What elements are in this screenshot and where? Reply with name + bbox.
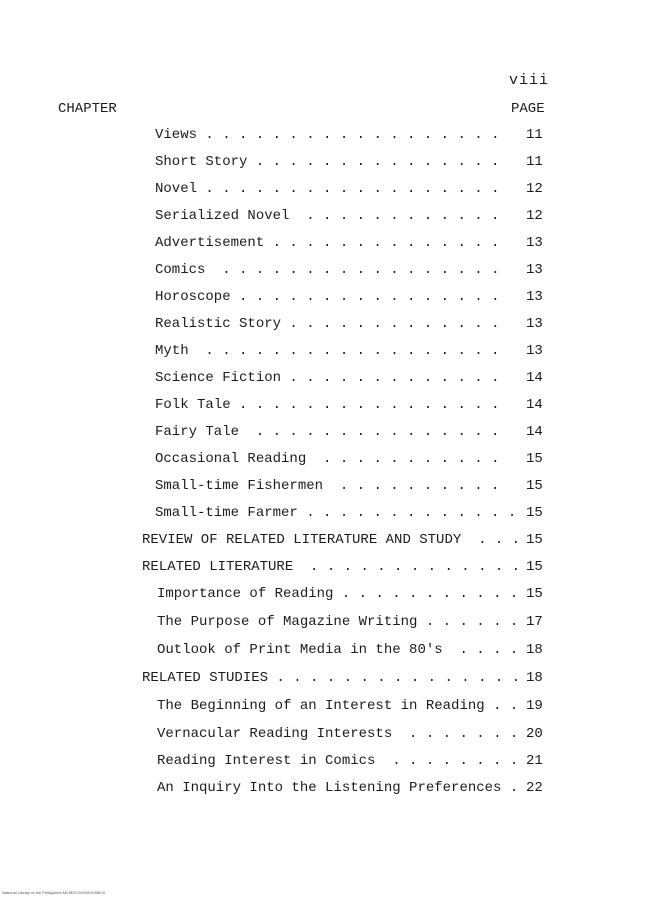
toc-leader-dots: . . . . . . . . . . . . . [281, 370, 500, 386]
toc-entry-title: Outlook of Print Media in the 80's [157, 642, 443, 658]
toc-entry-title: REVIEW OF RELATED LITERATURE AND STUDY [142, 532, 462, 548]
toc-entry [155, 370, 499, 386]
toc-page-number: 19 [526, 698, 543, 714]
toc-page-number: 15 [526, 532, 543, 548]
toc-entry [157, 586, 518, 602]
toc-page-number: 14 [526, 397, 543, 413]
toc-leader-dots: . . . . . . . . . . . . . . . [268, 670, 521, 686]
toc-leader-dots: . . . [461, 532, 521, 548]
toc-entry-title: RELATED LITERATURE [142, 559, 294, 575]
page-number: viii [509, 72, 550, 89]
toc-page-number: 13 [526, 316, 543, 332]
toc-entry-title: Small-time Farmer [155, 505, 298, 521]
toc-entry-title: Science Fiction [155, 370, 282, 386]
toc-leader-dots: . . . . . . . . . . . . . . . . . . [197, 127, 500, 143]
toc-leader-dots: . . . . . . . . . . . [333, 586, 519, 602]
toc-entry [157, 614, 518, 630]
toc-page-number: 15 [526, 505, 543, 521]
toc-entry-title: Realistic Story [155, 316, 282, 332]
toc-page-number: 14 [526, 370, 543, 386]
toc-leader-dots: . . . . . . . [392, 726, 519, 742]
toc-leader-dots: . . . . . . . . [375, 753, 519, 769]
toc-page-number: 12 [526, 208, 543, 224]
toc-entry-title: Comics [155, 262, 206, 278]
scan-footer: National Library of the Philippines MCMXCI1993010960 iii [2, 890, 105, 895]
toc-entry [155, 451, 499, 467]
toc-entry [157, 642, 518, 658]
toc-entry [155, 343, 499, 359]
toc-page-number: 15 [526, 451, 543, 467]
toc-entry-title: Novel [155, 181, 198, 197]
toc-entry-title: An Inquiry Into the Listening Preferences [157, 780, 502, 796]
toc-entry [155, 127, 499, 143]
toc-entry-title: Occasional Reading [155, 451, 307, 467]
toc-leader-dots: . . . . . . . . . . [323, 478, 500, 494]
toc-entry [155, 235, 499, 251]
toc-page-number: 15 [526, 586, 543, 602]
toc-entry [155, 424, 499, 440]
toc-leader-dots: . . . . . . . . . . . . . . [264, 235, 500, 251]
toc-page-number: 20 [526, 726, 543, 742]
toc-leader-dots: . . . . . . . . . . . . . [281, 316, 500, 332]
toc-page-number: 18 [526, 670, 543, 686]
toc-entry [155, 289, 499, 305]
toc-page-number: 15 [526, 559, 543, 575]
toc-entry [155, 262, 499, 278]
toc-entry-title: Importance of Reading [157, 586, 334, 602]
toc-entry [155, 505, 516, 521]
toc-section-heading [142, 670, 520, 686]
toc-leader-dots: . . [484, 698, 519, 714]
toc-entry-title: The Beginning of an Interest in Reading [157, 698, 485, 714]
toc-entry [155, 208, 499, 224]
toc-entry-title: Fairy Tale [155, 424, 240, 440]
toc-page-number: 17 [526, 614, 543, 630]
toc-leader-dots: . . . . . . . . . . . . [289, 208, 500, 224]
toc-entry-title: Reading Interest in Comics [157, 753, 376, 769]
page-column-label: PAGE [511, 101, 545, 117]
toc-leader-dots: . . . . [442, 642, 519, 658]
toc-page-number: 12 [526, 181, 543, 197]
toc-entry-title: Advertisement [155, 235, 265, 251]
toc-entry [155, 154, 499, 170]
toc-entry-title: Serialized Novel [155, 208, 290, 224]
toc-page-number: 11 [526, 154, 543, 170]
toc-entry-title: Views [155, 127, 198, 143]
toc-page-number: 22 [526, 780, 543, 796]
toc-entry [157, 780, 518, 796]
toc-section-heading [142, 532, 520, 548]
toc-leader-dots: . [501, 780, 519, 796]
toc-leader-dots: . . . . . . . . . . . . . . . . . . [188, 343, 500, 359]
toc-entry [155, 397, 499, 413]
toc-entry [155, 316, 499, 332]
toc-page-number: 13 [526, 262, 543, 278]
toc-entry [155, 181, 499, 197]
toc-entry [155, 478, 499, 494]
toc-page-number: 21 [526, 753, 543, 769]
toc-entry-title: Folk Tale [155, 397, 231, 413]
toc-page-number: 14 [526, 424, 543, 440]
toc-leader-dots: . . . . . . . . . . . . . [297, 505, 517, 521]
toc-entry-title: Myth [155, 343, 189, 359]
toc-entry [157, 753, 518, 769]
toc-leader-dots: . . . . . . . . . . . . . . . . [230, 397, 500, 413]
toc-page-number: 13 [526, 289, 543, 305]
toc-leader-dots: . . . . . . . . . . . . . . . [247, 154, 500, 170]
toc-entry-title: Vernacular Reading Interests [157, 726, 393, 742]
toc-leader-dots: . . . . . . . . . . . . . . . . . . [197, 181, 500, 197]
toc-entry [157, 726, 518, 742]
toc-entry-title: Short Story [155, 154, 248, 170]
toc-entry-title: Horoscope [155, 289, 231, 305]
toc-page-number: 13 [526, 235, 543, 251]
toc-section-heading [142, 559, 520, 575]
toc-page-number: 15 [526, 478, 543, 494]
toc-leader-dots: . . . . . . . . . . . . . . . [239, 424, 500, 440]
toc-entry-title: The Purpose of Magazine Writing [157, 614, 418, 630]
toc-entry-title: RELATED STUDIES [142, 670, 269, 686]
toc-page-number: 11 [526, 127, 543, 143]
toc-leader-dots: . . . . . . [417, 614, 519, 630]
toc-entry-title: Small-time Fishermen [155, 478, 324, 494]
toc-entry [157, 698, 518, 714]
chapter-column-label: CHAPTER [58, 101, 117, 117]
toc-page-number: 13 [526, 343, 543, 359]
toc-leader-dots: . . . . . . . . . . . . . . . . . [205, 262, 500, 278]
toc-leader-dots: . . . . . . . . . . . . . . . . [230, 289, 500, 305]
toc-leader-dots: . . . . . . . . . . . . . [293, 559, 521, 575]
toc-page-number: 18 [526, 642, 543, 658]
toc-leader-dots: . . . . . . . . . . . [306, 451, 500, 467]
